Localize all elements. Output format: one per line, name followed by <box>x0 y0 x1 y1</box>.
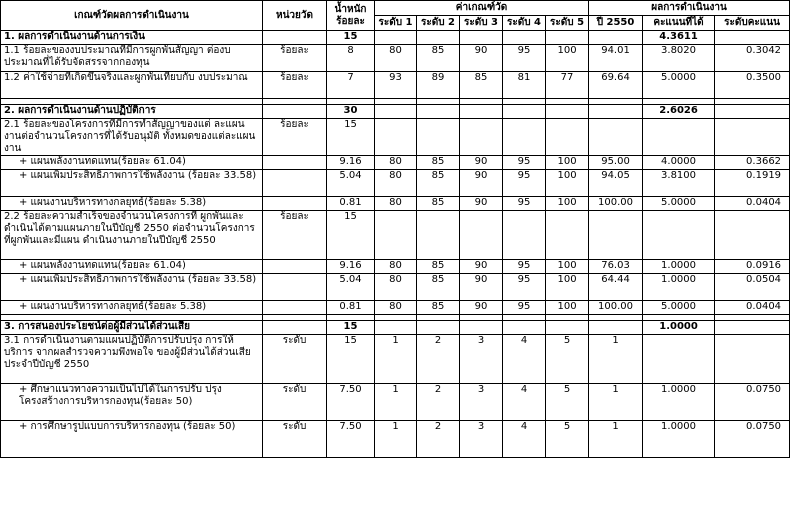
level-1-cell: 80 <box>375 274 417 301</box>
level-5-cell: 100 <box>546 156 589 170</box>
weighted-score-cell: 0.3500 <box>715 72 790 99</box>
level-3-cell: 85 <box>460 72 503 99</box>
section-year <box>589 105 643 119</box>
section-level <box>375 105 417 119</box>
unit-cell: ร้อยละ <box>263 119 327 156</box>
level-3-cell: 3 <box>460 421 503 458</box>
table-row <box>1 260 790 274</box>
section-level <box>503 31 546 45</box>
level-1-cell <box>375 119 417 156</box>
indicator-desc: 3.1 การดำเนินงานตามแผนปฏิบัติการปรับปรุง การให้บริการ จากผลสำรวจความพึงพอใจ ของผู้มีส่วนได้ส่วนเสีย ประจำปีบัญชี 2550 <box>1 335 263 384</box>
level-4-cell: 4 <box>503 421 546 458</box>
table-row <box>1 197 790 211</box>
level-2-cell: 85 <box>417 156 460 170</box>
section-title: 2. ผลการดำเนินงานด้านปฏิบัติการ <box>1 105 263 119</box>
section-unit <box>263 31 327 45</box>
year-value-cell: 69.64 <box>589 72 643 99</box>
level-5-cell <box>546 211 589 260</box>
section-level <box>546 31 589 45</box>
section-row <box>1 105 790 119</box>
level-4-cell: 95 <box>503 197 546 211</box>
year-value-cell: 1 <box>589 335 643 384</box>
score-cell: 5.0000 <box>643 72 715 99</box>
section-level <box>375 321 417 335</box>
header-level-1: ระดับ 1 <box>375 16 417 31</box>
indicator-desc: + การศึกษารูปแบบการบริหารกองทุน (ร้อยละ 50) <box>1 421 263 458</box>
weight-cell: 7 <box>327 72 375 99</box>
level-3-cell: 90 <box>460 170 503 197</box>
level-5-cell: 5 <box>546 384 589 421</box>
level-5-cell <box>546 119 589 156</box>
header-indicator: เกณฑ์วัดผลการดำเนินงาน <box>1 1 263 31</box>
level-2-cell: 85 <box>417 45 460 72</box>
weighted-score-cell: 0.3042 <box>715 45 790 72</box>
level-4-cell: 81 <box>503 72 546 99</box>
indicator-desc: 1.1 ร้อยละของงบประมาณที่มีการผูกพันสัญญา ต่องบประมาณที่ได้รับจัดสรรจากกองทุน <box>1 45 263 72</box>
level-3-cell <box>460 119 503 156</box>
level-2-cell: 89 <box>417 72 460 99</box>
header-result: ผลการดำเนินงาน <box>589 1 790 16</box>
section-weight: 15 <box>327 31 375 45</box>
section-level <box>503 105 546 119</box>
level-1-cell: 80 <box>375 197 417 211</box>
weight-cell: 8 <box>327 45 375 72</box>
year-value-cell <box>589 119 643 156</box>
year-value-cell: 94.01 <box>589 45 643 72</box>
score-cell <box>643 119 715 156</box>
level-3-cell: 90 <box>460 260 503 274</box>
level-1-cell: 1 <box>375 335 417 384</box>
level-3-cell: 90 <box>460 274 503 301</box>
section-weighted-score <box>715 321 790 335</box>
section-weighted-score <box>715 31 790 45</box>
indicator-desc: + แผนงานบริหารทางกลยุทธ์(ร้อยละ 5.38) <box>1 301 263 315</box>
table-row <box>1 72 790 99</box>
year-value-cell: 94.05 <box>589 170 643 197</box>
level-1-cell: 80 <box>375 45 417 72</box>
section-level <box>546 321 589 335</box>
header-level-5: ระดับ 5 <box>546 16 589 31</box>
level-2-cell <box>417 119 460 156</box>
table-row <box>1 301 790 315</box>
weighted-score-cell <box>715 119 790 156</box>
weighted-score-cell: 0.3662 <box>715 156 790 170</box>
section-score: 2.6026 <box>643 105 715 119</box>
level-5-cell: 100 <box>546 170 589 197</box>
unit-cell <box>263 260 327 274</box>
level-4-cell: 4 <box>503 384 546 421</box>
year-value-cell: 95.00 <box>589 156 643 170</box>
unit-cell <box>263 156 327 170</box>
level-3-cell: 90 <box>460 301 503 315</box>
indicator-desc: + แผนพลังงานทดแทน(ร้อยละ 61.04) <box>1 156 263 170</box>
score-cell: 4.0000 <box>643 156 715 170</box>
level-3-cell: 3 <box>460 384 503 421</box>
weight-cell: 15 <box>327 119 375 156</box>
section-level <box>460 31 503 45</box>
level-5-cell: 5 <box>546 421 589 458</box>
header-level-4: ระดับ 4 <box>503 16 546 31</box>
section-unit <box>263 105 327 119</box>
level-2-cell: 85 <box>417 170 460 197</box>
score-cell: 3.8020 <box>643 45 715 72</box>
section-year <box>589 321 643 335</box>
unit-cell <box>263 274 327 301</box>
level-4-cell: 4 <box>503 335 546 384</box>
section-row <box>1 321 790 335</box>
section-level <box>546 105 589 119</box>
unit-cell: ระดับ <box>263 384 327 421</box>
level-3-cell: 90 <box>460 45 503 72</box>
table-row <box>1 156 790 170</box>
level-4-cell: 95 <box>503 156 546 170</box>
section-title: 1. ผลการดำเนินงานด้านการเงิน <box>1 31 263 45</box>
level-5-cell: 5 <box>546 335 589 384</box>
weight-cell: 7.50 <box>327 421 375 458</box>
year-value-cell <box>589 211 643 260</box>
table-row <box>1 119 790 156</box>
section-score: 4.3611 <box>643 31 715 45</box>
section-weight: 15 <box>327 321 375 335</box>
unit-cell: ระดับ <box>263 421 327 458</box>
indicator-desc: + แผนพลังงานทดแทน(ร้อยละ 61.04) <box>1 260 263 274</box>
score-cell: 5.0000 <box>643 301 715 315</box>
level-3-cell <box>460 211 503 260</box>
level-1-cell: 1 <box>375 421 417 458</box>
level-3-cell: 3 <box>460 335 503 384</box>
year-value-cell: 1 <box>589 384 643 421</box>
unit-cell: ร้อยละ <box>263 45 327 72</box>
level-5-cell: 100 <box>546 197 589 211</box>
level-2-cell <box>417 211 460 260</box>
unit-cell: ระดับ <box>263 335 327 384</box>
level-5-cell: 100 <box>546 45 589 72</box>
indicator-desc: + ศึกษาแนวทางความเป็นไปได้ในการปรับ ปรุงโครงสร้างการบริหารกองทุน(ร้อยละ 50) <box>1 384 263 421</box>
weight-cell: 15 <box>327 211 375 260</box>
section-level <box>417 31 460 45</box>
year-value-cell: 1 <box>589 421 643 458</box>
unit-cell: ร้อยละ <box>263 211 327 260</box>
level-5-cell: 100 <box>546 301 589 315</box>
section-level <box>417 321 460 335</box>
header-year: ปี 2550 <box>589 16 643 31</box>
score-cell: 1.0000 <box>643 274 715 301</box>
header-criteria: ค่าเกณฑ์วัด <box>375 1 589 16</box>
section-level <box>460 321 503 335</box>
section-year <box>589 31 643 45</box>
level-2-cell: 2 <box>417 384 460 421</box>
score-cell: 1.0000 <box>643 384 715 421</box>
section-level <box>460 105 503 119</box>
level-1-cell: 80 <box>375 301 417 315</box>
level-4-cell <box>503 119 546 156</box>
section-level <box>417 105 460 119</box>
level-3-cell: 90 <box>460 156 503 170</box>
section-level <box>375 31 417 45</box>
indicator-desc: 2.1 ร้อยละของโครงการที่มีการทำสัญญาของแต่ ละแผนงานต่อจำนวนโครงการที่ได้รับอนุมัติ ทั้งหมดของแต่ละแผนงาน <box>1 119 263 156</box>
weight-cell: 15 <box>327 335 375 384</box>
score-cell <box>643 211 715 260</box>
table-row <box>1 170 790 197</box>
indicator-desc: + แผนเพิ่มประสิทธิภาพการใช้พลังงาน (ร้อยละ 33.58) <box>1 274 263 301</box>
weight-cell: 5.04 <box>327 170 375 197</box>
section-score: 1.0000 <box>643 321 715 335</box>
table-row <box>1 421 790 458</box>
score-cell: 5.0000 <box>643 197 715 211</box>
table-row <box>1 211 790 260</box>
weighted-score-cell: 0.0404 <box>715 301 790 315</box>
level-4-cell: 95 <box>503 45 546 72</box>
level-1-cell: 80 <box>375 170 417 197</box>
weighted-score-cell <box>715 211 790 260</box>
header-weight: น้ำหนัก ร้อยละ <box>327 1 375 31</box>
level-2-cell: 85 <box>417 301 460 315</box>
level-4-cell: 95 <box>503 170 546 197</box>
level-2-cell: 85 <box>417 260 460 274</box>
weighted-score-cell: 0.1919 <box>715 170 790 197</box>
section-title: 3. การสนองประโยชน์ต่อผู้มีส่วนได้ส่วนเสีย <box>1 321 263 335</box>
header-level-2: ระดับ 2 <box>417 16 460 31</box>
level-1-cell: 93 <box>375 72 417 99</box>
score-cell: 3.8100 <box>643 170 715 197</box>
weight-cell: 9.16 <box>327 156 375 170</box>
level-5-cell: 100 <box>546 274 589 301</box>
weighted-score-cell <box>715 335 790 384</box>
weighted-score-cell: 0.0750 <box>715 421 790 458</box>
level-1-cell: 80 <box>375 156 417 170</box>
unit-cell <box>263 301 327 315</box>
indicator-desc: 2.2 ร้อยละความสำเร็จของจำนวนโครงการที่ ผูกพันและดำเนินได้ตามแผนภายในปีบัญชี 2550 ต่อจำนวนโครงการที่ผูกพันและมีแผน ดำเนินงานภายในปีบัญชี 2550 <box>1 211 263 260</box>
unit-cell: ร้อยละ <box>263 72 327 99</box>
indicator-desc: 1.2 ค่าใช้จ่ายที่เกิดขึ้นจริงและผูกพันเทียบกับ งบประมาณ <box>1 72 263 99</box>
level-4-cell: 95 <box>503 274 546 301</box>
level-4-cell: 95 <box>503 301 546 315</box>
header-weighted-score: ระดับคะแนน <box>715 16 790 31</box>
header-score: คะแนนที่ได้ <box>643 16 715 31</box>
unit-cell <box>263 170 327 197</box>
year-value-cell: 64.44 <box>589 274 643 301</box>
weight-cell: 0.81 <box>327 301 375 315</box>
level-3-cell: 90 <box>460 197 503 211</box>
level-1-cell: 1 <box>375 384 417 421</box>
unit-cell <box>263 197 327 211</box>
level-5-cell: 77 <box>546 72 589 99</box>
table-body <box>1 31 790 458</box>
weight-cell: 0.81 <box>327 197 375 211</box>
year-value-cell: 76.03 <box>589 260 643 274</box>
level-2-cell: 2 <box>417 335 460 384</box>
section-unit <box>263 321 327 335</box>
year-value-cell: 100.00 <box>589 197 643 211</box>
year-value-cell: 100.00 <box>589 301 643 315</box>
table-row <box>1 384 790 421</box>
weight-cell: 5.04 <box>327 274 375 301</box>
header-level-3: ระดับ 3 <box>460 16 503 31</box>
section-level <box>503 321 546 335</box>
weighted-score-cell: 0.0750 <box>715 384 790 421</box>
score-cell: 1.0000 <box>643 421 715 458</box>
weighted-score-cell: 0.0916 <box>715 260 790 274</box>
weight-cell: 7.50 <box>327 384 375 421</box>
indicator-desc: + แผนงานบริหารทางกลยุทธ์(ร้อยละ 5.38) <box>1 197 263 211</box>
weighted-score-cell: 0.0504 <box>715 274 790 301</box>
level-4-cell <box>503 211 546 260</box>
level-5-cell: 100 <box>546 260 589 274</box>
level-2-cell: 85 <box>417 274 460 301</box>
table-row <box>1 45 790 72</box>
weighted-score-cell: 0.0404 <box>715 197 790 211</box>
weight-cell: 9.16 <box>327 260 375 274</box>
level-1-cell: 80 <box>375 260 417 274</box>
section-weighted-score <box>715 105 790 119</box>
section-weight: 30 <box>327 105 375 119</box>
indicator-desc: + แผนเพิ่มประสิทธิภาพการใช้พลังงาน (ร้อยละ 33.58) <box>1 170 263 197</box>
score-cell <box>643 335 715 384</box>
score-cell: 1.0000 <box>643 260 715 274</box>
section-row <box>1 31 790 45</box>
level-2-cell: 2 <box>417 421 460 458</box>
header-unit: หน่วยวัด <box>263 1 327 31</box>
level-4-cell: 95 <box>503 260 546 274</box>
level-2-cell: 85 <box>417 197 460 211</box>
table-row <box>1 274 790 301</box>
level-1-cell <box>375 211 417 260</box>
table-row <box>1 335 790 384</box>
